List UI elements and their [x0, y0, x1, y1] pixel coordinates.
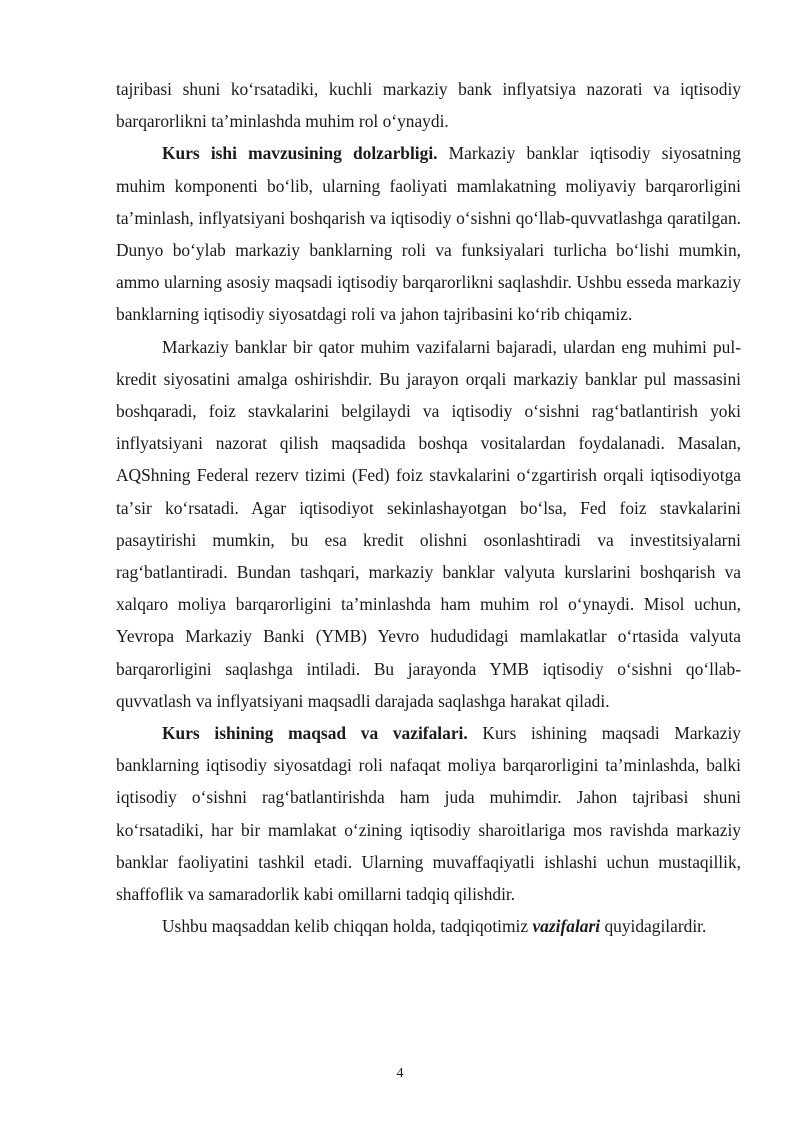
paragraph-functions — [116, 331, 741, 717]
page-number: 4 — [396, 1066, 404, 1081]
paragraph-goals — [116, 717, 741, 910]
section-heading-relevance: Kurs ishi mavzusining dolzarbligi. — [162, 143, 438, 164]
paragraph-text: Markaziy banklar bir qator muhim vazifalarni bajaradi, ulardan eng muhimi pul-kredit siyosatini amalga oshirishdir. Bu jarayon orqali markaziy banklar pul massasini boshqaradi, foiz stavkalarini belgilaydi va iqtisodiy oʻsishni ragʻbatlantirish yoki inflyatsiyani nazorat qilish maqsadida boshqa vositalardan foydalanadi. Masalan, AQShning Federal rezerv tizimi (Fed) foiz stavkalarini oʻzgartirish orqali iqtisodiyotga taʼsir koʻrsatadi. Agar iqtisodiyot sekinlashayotgan boʻlsa, Fed foiz stavkalarini pasaytirishi mumkin, bu esa kredit olishni osonlashtiradi va investitsiyalarni ragʻbatlantiradi. Bundan tashqari, markaziy banklar valyuta kurslarini boshqarish va xalqaro moliya barqarorligini taʼminlashda ham muhim rol oʻynaydi. Misol uchun, Yevropa Markaziy Banki (YMB) Yevro hududidagi mamlakatlar oʻrtasida valyuta barqarorligini saqlashga intiladi. Bu jarayonda YMB iqtisodiy oʻsishni qoʻllab-quvvatlash va inflyatsiyani maqsadli darajada saqlashga harakat qiladi. — [116, 336, 741, 711]
paragraph-relevance — [116, 137, 741, 330]
paragraph-continuation — [116, 73, 741, 137]
emphasis-tasks: vazifalari — [532, 916, 601, 937]
paragraph-text: Markaziy banklar iqtisodiy siyosatning muhim komponenti boʻlib, ularning faoliyati mamlakatning moliyaviy barqarorligini taʼminlash, inflyatsiyani boshqarish va iqtisodiy oʻsishni qoʻllab-quvvatlashga qaratilgan. Dunyo boʻylab markaziy banklarning roli va funksiyalari turlicha boʻlishi mumkin, ammo ularning asosiy maqsadi iqtisodiy barqarorlikni saqlashdir. Ushbu esseda markaziy banklarning iqtisodiy siyosatdagi roli va jahon tajribasini koʻrib chiqamiz. — [116, 143, 741, 325]
paragraph-text: quyidagilardir. — [600, 916, 707, 937]
paragraph-tasks-intro — [116, 910, 741, 942]
paragraph-text: tajribasi shuni koʻrsatadiki, kuchli markaziy bank inflyatsiya nazorati va iqtisodiy barqarorlikni taʼminlashda muhim rol oʻynaydi. — [116, 79, 741, 132]
page-body — [116, 73, 741, 942]
paragraph-text: Kurs ishining maqsadi Markaziy banklarning iqtisodiy siyosatdagi roli nafaqat moliya barqarorligini taʼminlashda, balki iqtisodiy oʻsishni ragʻbatlantirishda ham juda muhimdir. Jahon tajribasi shuni koʻrsatadiki, har bir mamlakat oʻzining iqtisodiy sharoitlariga mos ravishda markaziy banklar faoliyatini tashkil etadi. Ularning muvaffaqiyatli ishlashi uchun mustaqillik, shaffoflik va samaradorlik kabi omillarni tadqiq qilishdir. — [116, 723, 741, 905]
section-heading-goals: Kurs ishining maqsad va vazifalari. — [162, 723, 468, 744]
paragraph-text: Ushbu maqsaddan kelib chiqqan holda, tadqiqotimiz — [162, 916, 533, 937]
